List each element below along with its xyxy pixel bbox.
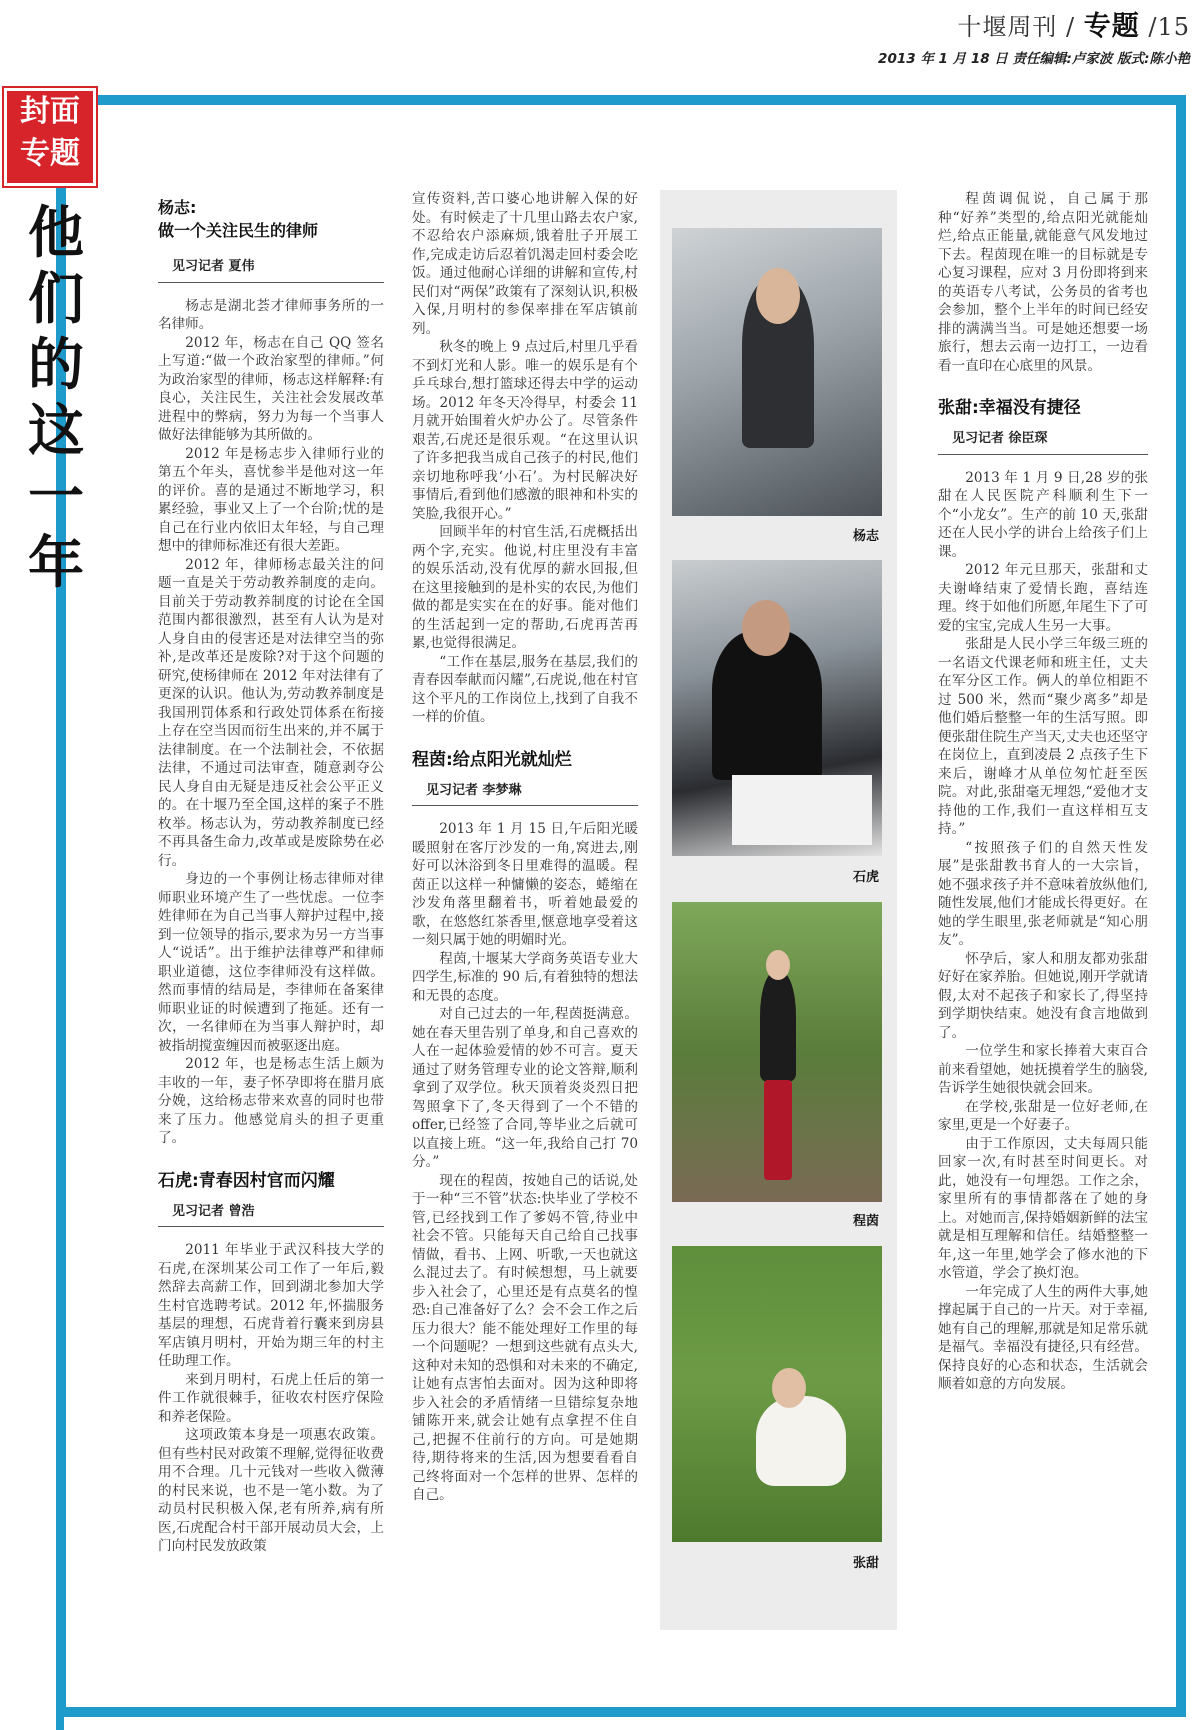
- paragraph: 宣传资料,苦口婆心地讲解入保的好处。有时候走了十几里山路去农户家,不忍给农户添麻烦,饿着肚子开展工作,完成走访后忍着饥渴走回村委会吃饭。通过他耐心详细的讲解和宣传,村民们对“两保”政策有了深刻认识,积极入保,月明村的参保率排在军店镇前列。: [412, 191, 638, 337]
- left-accent-bar: [56, 600, 64, 1730]
- article-title-yang: [158, 196, 384, 242]
- paragraph: “按照孩子们的自然天性发展”是张甜教书育人的一大宗旨，她不强求孩子并不意味着放纵他们,随性发展,他们才能成长得更好。在她的学生眼里,张老师就是“知心朋友”。: [938, 839, 1148, 948]
- paragraph: 由于工作原因，丈夫每周只能回家一次,有时甚至时间更长。对此，她没有一句埋怨。工作之余，家里所有的事情都落在了她的身上。对她而言,保持婚姻新鲜的法宝就是相互理解和信任。结婚整整一年,这一年里,她学会了修水池的下水管道，学会了换灯泡。: [938, 1135, 1148, 1281]
- paragraph: 回顾半年的村官生活,石虎概括出两个字,充实。他说,村庄里没有丰富的娱乐活动,没有优厚的薪水回报,但在这里接触到的是朴实的农民,为他们做的都是实实在在的好事。能对他们的生活起到一定的帮助,石虎再苦再累,也觉得很满足。: [412, 524, 638, 651]
- article-title-cheng: 程茵:给点阳光就灿烂: [412, 749, 572, 770]
- paragraph: 程茵调侃说，自己属于那种“好养”类型的,给点阳光就能灿烂,给点正能量,就能意气风发地过下去。程茵现在唯一的目标就是专心复习课程，应对 3 月份即将到来的英语专八考试，公务员的省考也会参加，整个上半年的时间已经安排的满满当当。可是她还想要一场旅行，想去云南一边打工，一边看看一直印在心底里的风景。: [938, 191, 1148, 374]
- document-icon: [732, 775, 872, 845]
- paragraph: 一年完成了人生的两件大事,她撑起属于自己的一片天。对于幸福,她有自己的理解,那就是知足常乐就是福气。幸福没有捷径,只有经营。保持良好的心态和状态，生活就会顺着如意的方向发展。: [938, 1283, 1148, 1392]
- byline-zhang: 见习记者 徐臣琛: [938, 430, 1148, 455]
- paragraph: 现在的程茵，按她自己的话说,处于一种“三不管”状态:快毕业了学校不管,已经找到工作了爹妈不管,待业中社会不管。只能每天自己给自己找事情做，看书、上网、听歌,一天也就这么混过去了。有时候想想，马上就要步入社会了，心里还是有点莫名的惶恐:自己准备好了么？会不会工作之后压力很大？能不能处理好工作里的每一个问题呢？一想到这些就有点头大,这种对未知的恐惧和对未来的不确定,让她有点害怕去面对。因为这种即将步入社会的矛盾情绪一旦错综复杂地铺陈开来,就会让她有点拿捏不住自己,把握不住前行的方向。可是她期待,期待将来的生活,因为想要看看自己终将面对一个怎样的世界、怎样的自己。: [412, 1172, 638, 1503]
- byline-yang: 见习记者 夏伟: [158, 258, 384, 283]
- paragraph: 2011 年毕业于武汉科技大学的石虎,在深圳某公司工作了一年后,毅然辞去高薪工作，回到湖北参加大学生村官选聘考试。2012 年,怀揣服务基层的理想，石虎背着行囊来到房县军店镇月明村，开始为期三年的村主任助理工作。: [158, 1242, 384, 1369]
- trousers-icon: [764, 1080, 792, 1180]
- article-title-yang-line2: 做一个关注民生的律师: [158, 221, 319, 240]
- section-name: 专题: [1083, 11, 1140, 42]
- photo-caption-cheng: 程茵: [852, 1214, 879, 1229]
- paragraph: 杨志是湖北荟才律师事务所的一名律师。: [158, 297, 384, 332]
- paragraph: 在学校,张甜是一位好老师,在家里,更是一个好妻子。: [938, 1098, 1148, 1133]
- face-icon: [742, 600, 790, 656]
- photo-shi-hu: [672, 560, 882, 856]
- photo-yang-zhi: [672, 228, 882, 516]
- byline-shi: 见习记者 曾浩: [158, 1203, 384, 1228]
- person-silhouette-icon: [756, 1396, 846, 1486]
- paragraph: 2012 年是杨志步入律师行业的第五个年头，喜忧参半是他对这一年的评价。喜的是通过不断地学习，积累经验，事业又上了一个台阶;忧的是自己在行业内依旧太年轻，与自己理想中的律师标准还有很大差距。: [158, 445, 384, 554]
- stamp-line-1: 封面: [20, 94, 80, 129]
- photo-column: [660, 190, 897, 1630]
- paragraph: “工作在基层,服务在基层,我们的青春因奉献而闪耀”,石虎说,他在村官这个平凡的工作岗位上,找到了自我不一样的价值。: [412, 653, 638, 725]
- photo-caption-yang: 杨志: [852, 529, 879, 544]
- main-title-char: 他: [28, 200, 84, 266]
- paragraph: 程茵,十堰某大学商务英语专业大四学生,标准的 90 后,有着独特的想法和无畏的态度。: [412, 950, 638, 1004]
- column-4: [938, 190, 1148, 1394]
- photo-zhang-tian: [672, 1246, 882, 1542]
- paragraph: 2012 年元旦那天，张甜和丈夫谢峰结束了爱情长跑，喜结连理。终于如他们所愿,年尾生下了可爱的宝宝,完成人生另一大事。: [938, 562, 1148, 634]
- byline-cheng: 见习记者 李梦琳: [412, 782, 638, 807]
- main-title-char: 的: [28, 332, 84, 398]
- paragraph: 这项政策本身是一项惠农政策。但有些村民对政策不理解,觉得征收费用不合理。几十元钱对一些收入微薄的村民来说，也不是一笔小数。为了动员村民积极入保,老有所养,病有所医,石虎配合村干部开展动员大会，上门向村民发放政策: [158, 1427, 384, 1554]
- section-stamp: [4, 88, 96, 186]
- face-icon: [766, 950, 790, 980]
- paragraph: 一位学生和家长捧着大束百合前来看望她，她抚摸着学生的脑袋,告诉学生她很快就会回来。: [938, 1043, 1148, 1096]
- paragraph: 对自己过去的一年,程茵挺满意。她在春天里告别了单身,和自己喜欢的人在一起体验爱情的妙不可言。夏天通过了财务管理专业的论文答辩,顺利拿到了双学位。秋天顶着炎炎烈日把驾照拿下了,冬天得到了一个不错的 offer,已经签了合同,等毕业之后就可以直接上班。“这一年,我给自己打 70 分。”: [412, 1006, 638, 1170]
- photo-caption-zhang: 张甜: [852, 1556, 879, 1571]
- paragraph: 怀孕后，家人和朋友都劝张甜好好在家养胎。但她说,刚开学就请假,太对不起孩子和家长了,得坚持到学期快结束。她没有食言地做到了。: [938, 950, 1148, 1041]
- paragraph: 2012 年，也是杨志生活上颇为丰收的一年，妻子怀孕即将在腊月底分娩，这给杨志带来欢喜的同时也带来了压力。他感觉肩头的担子更重了。: [158, 1056, 384, 1146]
- article-title-shi: 石虎:青春因村官而闪耀: [158, 1170, 335, 1191]
- main-title-char: 年: [28, 530, 84, 596]
- page-number: /15: [1148, 13, 1190, 41]
- face-icon: [756, 268, 800, 324]
- publication-name: 十堰周刊: [957, 13, 1058, 41]
- article-title-zhang: 张甜:幸福没有捷径: [938, 398, 1081, 418]
- masthead-title: 十堰周刊 / 专题 /15: [957, 11, 1190, 42]
- paragraph: 张甜是人民小学三年级三班的一名语文代课老师和班主任，丈夫在军分区工作。俩人的单位相距不过 500 米，然而“聚少离多”却是他们婚后整整一年的生活写照。即便张甜住院生产当天,丈夫也还坚守在岗位上，直到凌晨 2 点孩子生下来后，谢峰才从单位匆忙赶至医院。对此,张甜毫无埋怨,“爱他才支持他的工作,我们一直这样相互支持。”: [938, 636, 1148, 837]
- paragraph: 身边的一个事例让杨志律师对律师职业环境产生了一些忧虑。一位李姓律师在为自己当事人辩护过程中,接到一位领导的指示,要求为另一方当事人“说话”。出于维护法律尊严和律师职业道德，这位李律师没有这样做。然而事情的结局是，李律师在备案律师职业证的时候遭到了拖延。还有一次，一名律师在为当事人辩护时，却被指胡搅蛮缠因而被驱逐出庭。: [158, 871, 384, 1054]
- paragraph: 来到月明村，石虎上任后的第一件工作就很棘手，征收农村医疗保险和养老保险。: [158, 1371, 384, 1425]
- paragraph: 秋冬的晚上 9 点过后,村里几乎看不到灯光和人影。唯一的娱乐是有个乒乓球台,想打篮球还得去中学的运动场。2012 年冬天冷得早，村委会 11 月就开始围着火炉办公了。尽管条件艰苦,石虎还是很乐观。“在这里认识了许多把我当成自己孩子的村民,他们亲切地称呼我‘小石’。为村民解决好事情后,看到他们感激的眼神和朴实的笑脸,我很开心。”: [412, 339, 638, 522]
- column-2: [412, 190, 638, 1505]
- face-icon: [772, 1368, 806, 1408]
- main-title-char: 这: [28, 398, 84, 464]
- paragraph: 2012 年，杨志在自己 QQ 签名上写道:“做一个政治家型的律师。”何为政治家型的律师，杨志这样解释:有良心，关注民生，关注社会发展改革进程中的弊病，努力为每一个当事人做好法律能够为其所做的。: [158, 334, 384, 443]
- person-silhouette-icon: [760, 972, 796, 1082]
- main-title: [28, 200, 88, 596]
- main-title-char: 一: [28, 464, 84, 530]
- column-1: [158, 196, 384, 1556]
- paragraph: 2013 年 1 月 15 日,午后阳光暖暖照射在客厅沙发的一角,窝进去,刚好可以沐浴到冬日里难得的温暖。程茵正以这样一种慵懒的姿态，蜷缩在沙发角落里翻着书，听着她最爱的歌，在悠悠红茶香里,惬意地享受着这一刻只属于她的明媚时光。: [412, 821, 638, 948]
- photo-cheng-yin: [672, 902, 882, 1202]
- paragraph: 2013 年 1 月 9 日,28 岁的张甜在人民医院产科顺利生下一个“小龙女”。生产的前 10 天,张甜还在人民小学的讲台上给孩子们上课。: [938, 469, 1148, 560]
- masthead: [878, 4, 1190, 67]
- paragraph: 2012 年，律师杨志最关注的问题一直是关于劳动教养制度的走向。目前关于劳动教养制度的讨论在全国范围内都很激烈，甚至有人认为是对人身自由的侵害还是对法律空当的弥补,是改革还是废除?对于这个问题的研究,使杨律师在 2012 年对法律有了更深的认识。他认为,劳动教养制度是我国刑罚体系和行政处罚体系在衔接上存在空当因而衍生出来的,并不属于法律制度。在一个法制社会，不依据法律，不通过司法审查，随意剥夺公民人身自由无疑是违反社会公平正义的。在十堰乃至全国,这样的案子不胜枚举。杨志认为，劳动教养制度已经不再具备生命力,改革或是废除势在必行。: [158, 556, 384, 869]
- dateline: 2013 年 1 月 18 日 责任编辑:卢家波 版式:陈小艳: [878, 51, 1190, 67]
- article-title-yang-line1: 杨志:: [158, 198, 197, 217]
- main-title-char: 们: [28, 266, 84, 332]
- photo-caption-shi: 石虎: [852, 870, 879, 885]
- stamp-line-2: 专题: [20, 136, 80, 171]
